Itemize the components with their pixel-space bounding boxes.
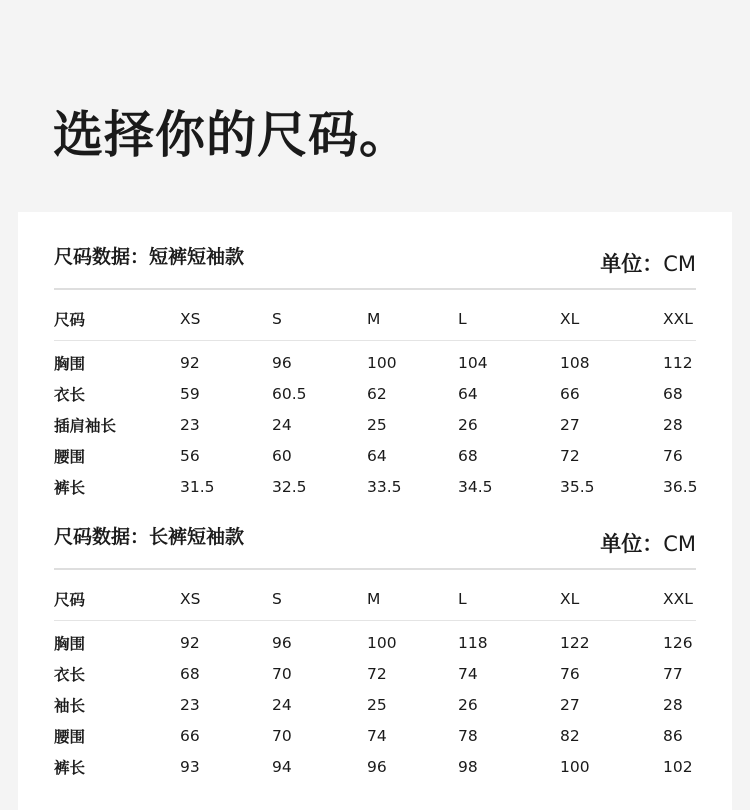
table-cell: 100 <box>367 353 397 372</box>
table-cell: 24 <box>272 695 292 714</box>
table-cell: 66 <box>180 726 200 745</box>
size-section-pants <box>54 492 696 782</box>
table-cell: 92 <box>180 353 200 372</box>
table-cell: 70 <box>272 726 292 745</box>
header-cell: S <box>272 590 282 608</box>
section-header <box>54 212 696 276</box>
table-cell: 74 <box>367 726 387 745</box>
table-cell: 112 <box>663 353 693 372</box>
table-cell: 74 <box>458 664 478 683</box>
row-label: 袖长 <box>54 696 86 715</box>
table-cell: 70 <box>272 664 292 683</box>
table-cell: 100 <box>560 757 590 776</box>
table-cell: 76 <box>663 446 683 465</box>
table-cell: 60 <box>272 446 292 465</box>
table-cell: 102 <box>663 757 693 776</box>
table-row <box>54 689 696 720</box>
table-cell: 26 <box>458 415 478 434</box>
header-cell: 尺码 <box>54 311 86 329</box>
row-label: 胸围 <box>54 354 86 373</box>
table-row <box>54 627 696 658</box>
row-label: 裤长 <box>54 758 86 777</box>
section-title: 尺码数据：短裤短袖款 <box>54 246 245 268</box>
header-cell: M <box>367 590 381 608</box>
table-row <box>54 409 696 440</box>
table-cell: 59 <box>180 384 200 403</box>
table-cell: 62 <box>367 384 387 403</box>
table-cell: 31.5 <box>180 477 215 496</box>
header-cell: M <box>367 310 381 328</box>
page-title: 选择你的尺码。 <box>53 106 410 164</box>
table-row <box>54 658 696 689</box>
table-cell: 86 <box>663 726 683 745</box>
table-cell: 64 <box>367 446 387 465</box>
table-cell: 66 <box>560 384 580 403</box>
table-cell: 23 <box>180 415 200 434</box>
row-label: 插肩袖长 <box>54 416 117 435</box>
table-cell: 93 <box>180 757 200 776</box>
table-row <box>54 347 696 378</box>
table-cell: 122 <box>560 633 590 652</box>
table-cell: 64 <box>458 384 478 403</box>
table-cell: 28 <box>663 695 683 714</box>
table-cell: 68 <box>663 384 683 403</box>
table-cell: 76 <box>560 664 580 683</box>
table-cell: 34.5 <box>458 477 493 496</box>
table-cell: 68 <box>180 664 200 683</box>
table-cell: 78 <box>458 726 478 745</box>
table-cell: 98 <box>458 757 478 776</box>
table-cell: 77 <box>663 664 683 683</box>
table-cell: 25 <box>367 695 387 714</box>
section-title: 尺码数据：长裤短袖款 <box>54 526 245 548</box>
table-cell: 35.5 <box>560 477 595 496</box>
table-row <box>54 440 696 471</box>
table-cell: 25 <box>367 415 387 434</box>
table-row <box>54 751 696 782</box>
table-row <box>54 378 696 409</box>
table-cell: 96 <box>272 633 292 652</box>
header-cell: L <box>458 310 467 328</box>
row-label: 腰围 <box>54 447 86 466</box>
unit-label: 单位： <box>600 532 664 556</box>
table-cell: 72 <box>367 664 387 683</box>
row-label: 腰围 <box>54 727 86 746</box>
table-cell: 96 <box>367 757 387 776</box>
table-cell: 68 <box>458 446 478 465</box>
table-cell: 56 <box>180 446 200 465</box>
header-cell: XL <box>560 310 580 328</box>
unit-indicator <box>600 528 696 558</box>
header-cell: L <box>458 590 467 608</box>
table-header-row <box>54 570 696 620</box>
table-cell: 28 <box>663 415 683 434</box>
table-cell: 24 <box>272 415 292 434</box>
table-cell: 33.5 <box>367 477 402 496</box>
table-cell: 100 <box>367 633 397 652</box>
table-cell: 32.5 <box>272 477 307 496</box>
header-cell: XXL <box>663 590 693 608</box>
unit-value: CM <box>663 532 696 556</box>
table-cell: 27 <box>560 415 580 434</box>
table-cell: 60.5 <box>272 384 307 403</box>
table-row <box>54 720 696 751</box>
table-cell: 92 <box>180 633 200 652</box>
header-cell: XXL <box>663 310 693 328</box>
unit-value: CM <box>663 252 696 276</box>
table-cell: 23 <box>180 695 200 714</box>
table-cell: 96 <box>272 353 292 372</box>
size-section-shorts <box>54 212 696 502</box>
table-cell: 108 <box>560 353 590 372</box>
section-header <box>54 492 696 556</box>
header-cell: S <box>272 310 282 328</box>
unit-label: 单位： <box>600 252 664 276</box>
table-header-row <box>54 290 696 340</box>
size-chart-card <box>18 212 732 810</box>
table-cell: 36.5 <box>663 477 698 496</box>
row-label: 衣长 <box>54 385 86 404</box>
header-cell: XL <box>560 590 580 608</box>
table-cell: 94 <box>272 757 292 776</box>
unit-indicator <box>600 248 696 278</box>
table-cell: 104 <box>458 353 488 372</box>
table-cell: 126 <box>663 633 693 652</box>
row-label: 衣长 <box>54 665 86 684</box>
table-cell: 26 <box>458 695 478 714</box>
row-label: 胸围 <box>54 634 86 653</box>
table-cell: 82 <box>560 726 580 745</box>
header-cell: 尺码 <box>54 591 86 609</box>
header-cell: XS <box>180 310 201 328</box>
table-cell: 72 <box>560 446 580 465</box>
table-cell: 27 <box>560 695 580 714</box>
row-label: 裤长 <box>54 478 86 497</box>
table-cell: 118 <box>458 633 488 652</box>
header-cell: XS <box>180 590 201 608</box>
